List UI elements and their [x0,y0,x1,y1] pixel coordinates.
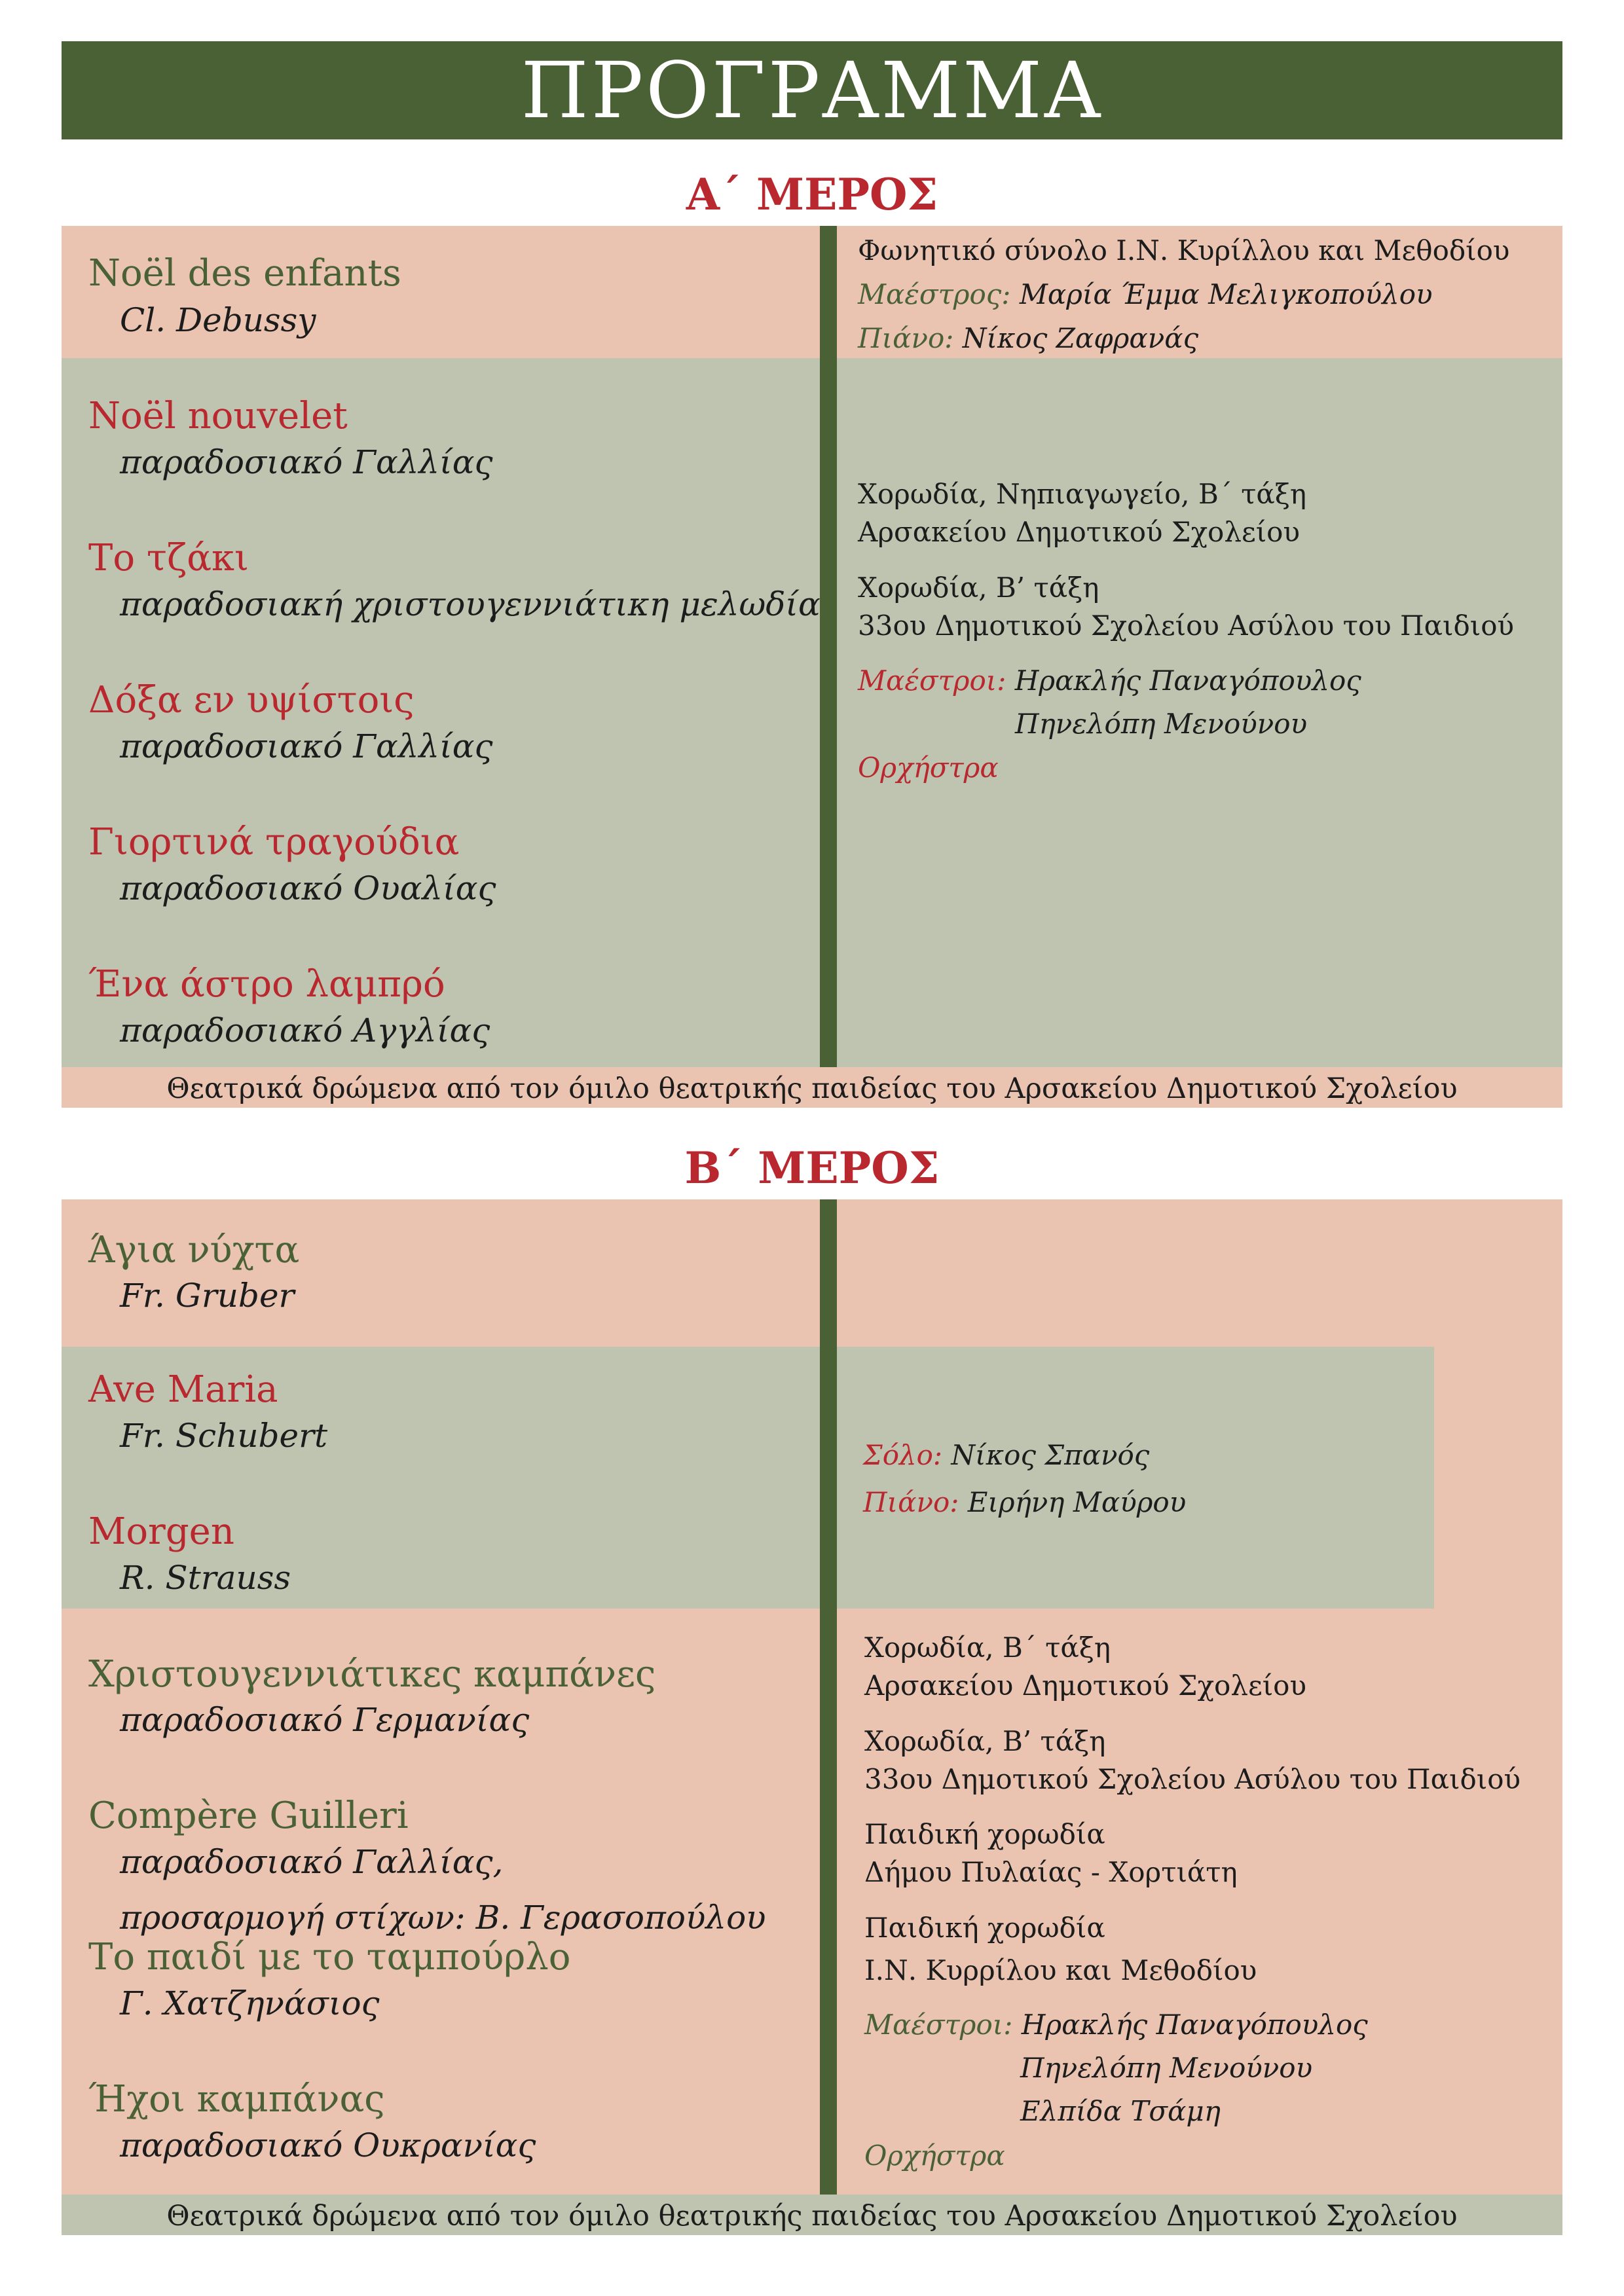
part-b-footer: Θεατρικά δρώμενα από τον όμιλο θεατρικής παιδείας του Αρσακείου Δημοτικού Σχολείου [166,2200,1458,2232]
choir-line: Παιδική χορωδία [864,1818,1105,1850]
choir-line: Αρσακείου Δημοτικού Σχολείου [864,1669,1306,1702]
choir-line: Αρσακείου Δημοτικού Σχολείου [858,516,1300,548]
maestro-name: Ελπίδα Τσάμη [1020,2095,1221,2127]
maestro-line [858,278,1433,310]
part-a-footer: Θεατρικά δρώμενα από τον όμιλο θεατρικής παιδείας του Αρσακείου Δημοτικού Σχολείου [166,1072,1458,1105]
piece-title: Noël des enfants [88,252,401,295]
solo-label: Σόλο: [863,1439,943,1471]
piece-composer: παραδοσιακό Αγγλίας [120,1011,490,1049]
piece-composer: Cl. Debussy [120,301,316,339]
part-a-divider [820,226,837,1067]
piece-composer: Fr. Schubert [120,1417,328,1455]
piece-composer: Γ. Χατζηνάσιος [120,1984,380,2022]
piece-composer: παραδοσιακό Γαλλίας [120,443,493,481]
orchestra-label: Ορχήστρα [858,752,999,784]
choir-line: Χορωδία, Β΄ τάξη [864,1631,1111,1664]
maestro-name: Μαρία Έμμα Μελιγκοπούλου [1019,278,1433,310]
piece-title: Δόξα εν υψίστοις [88,679,415,721]
piece-title: Morgen [88,1510,234,1553]
maestro-name: Ηρακλής Παναγόπουλος [1021,2009,1368,2041]
piece-composer: Fr. Gruber [120,1277,295,1315]
maestri-line [858,665,1361,697]
ensemble-name: Φωνητικό σύνολο Ι.Ν. Κυρίλλου και Μεθοδίου [858,234,1510,266]
solo-name: Νίκος Σπανός [951,1439,1150,1471]
maestri-line [864,2009,1368,2041]
orchestra-label: Ορχήστρα [864,2140,1005,2172]
program-title: ΠΡΟΓΡΑΜΜΑ [62,41,1562,139]
solo-line [863,1439,1149,1471]
piece-title: Ave Maria [88,1368,278,1411]
choir-line: 33ου Δημοτικού Σχολείου Ασύλου του Παιδιού [858,610,1515,642]
choir-line: Ι.Ν. Κυρρίλου και Μεθοδίου [864,1954,1257,1986]
choir-line: Χορωδία, Β’ τάξη [858,572,1099,604]
piece-title: Άγια νύχτα [88,1229,300,1271]
piece-title: Ήχοι καμπάνας [88,2078,385,2121]
piece-composer: παραδοσιακή χριστουγεννιάτικη μελωδία [120,585,821,623]
piece-title: Compère Guilleri [88,1795,409,1837]
piece-composer: παραδοσιακό Ουαλίας [120,869,496,907]
piece-composer: παραδοσιακό Γερμανίας [120,1701,530,1739]
maestro-label: Μαέστρος: [858,278,1011,310]
piece-title: Γιορτινά τραγούδια [88,821,460,864]
choir-line: Δήμου Πυλαίας - Χορτιάτη [864,1856,1238,1888]
choir-line: Χορωδία, Νηπιαγωγείο, Β΄ τάξη [858,478,1307,510]
piece-composer: παραδοσιακό Ουκρανίας [120,2126,536,2164]
maestri-label: Μαέστροι: [858,665,1006,697]
piece-title: Το τζάκι [88,537,249,579]
piece-title: Το παιδί με το ταμπούρλο [88,1936,571,1978]
part-b-title: Β΄ ΜΕΡΟΣ [684,1142,940,1194]
maestri-label: Μαέστροι: [864,2009,1013,2041]
piece-title: Χριστουγεννιάτικες καμπάνες [88,1653,656,1696]
piano-label: Πιάνο: [858,322,954,354]
choir-line: Παιδική χορωδία [864,1912,1105,1944]
maestro-name: Πηνελόπη Μενούνου [1020,2052,1313,2084]
piano-name: Ειρήνη Μαύρου [967,1486,1187,1518]
maestro-name: Πηνελόπη Μενούνου [1015,708,1308,740]
piano-line [863,1486,1186,1518]
choir-line: Χορωδία, Β’ τάξη [864,1725,1106,1757]
piece-title: Noël nouvelet [88,395,348,437]
piece-title: Ένα άστρο λαμπρό [88,963,445,1006]
part-b-divider [820,1199,837,2195]
choir-line: 33ου Δημοτικού Σχολείου Ασύλου του Παιδιού [864,1763,1521,1795]
piano-name: Νίκος Ζαφρανάς [962,322,1199,354]
piano-line [858,322,1198,354]
piece-arrangement: προσαρμογή στίχων: Β. Γερασοπούλου [120,1899,766,1937]
piano-label: Πιάνο: [863,1486,959,1518]
piece-composer: παραδοσιακό Γαλλίας, [120,1843,504,1881]
piece-composer: παραδοσιακό Γαλλίας [120,727,493,765]
maestro-name: Ηρακλής Παναγόπουλος [1014,665,1361,697]
part-a-title: Α΄ ΜΕΡΟΣ [686,169,938,220]
piece-composer: R. Strauss [120,1559,291,1597]
